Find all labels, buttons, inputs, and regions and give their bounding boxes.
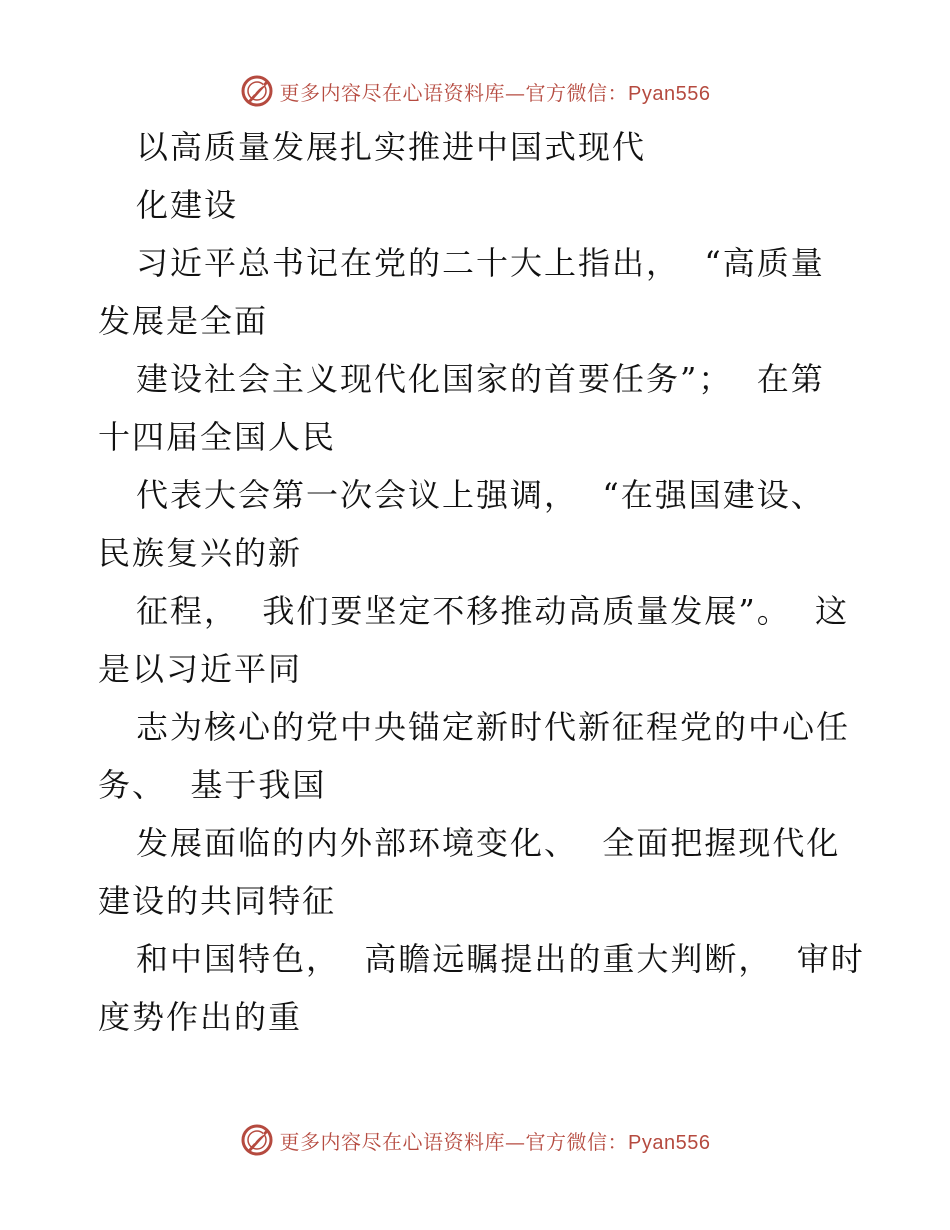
document-title-line-2: 化建设 [136, 186, 239, 224]
watermark-text: 更多内容尽在心语资料库—官方微信：Pyan556 [279, 1129, 711, 1154]
paragraph-line: 度势作出的重 [98, 998, 303, 1036]
footer-watermark [0, 1123, 950, 1157]
paragraph-line: 习近平总书记在党的二十大上指出， “高质量 [136, 244, 825, 282]
paragraph-line: 十四届全国人民 [98, 418, 337, 456]
document-body [98, 118, 865, 1046]
paragraph-line: 建设的共同特征 [98, 882, 337, 920]
header-watermark [0, 74, 950, 108]
paragraph-line: 务、 基于我国 [98, 766, 327, 804]
paragraph-line: 和中国特色， 高瞻远瞩提出的重大判断， 审时 [136, 940, 865, 978]
quill-logo-icon [240, 74, 274, 108]
paragraph-line: 民族复兴的新 [98, 534, 303, 572]
paragraph-line: 发展是全面 [98, 302, 269, 340]
quill-logo-icon [240, 1123, 274, 1157]
document-title-line-1: 以高质量发展扎实推进中国式现代 [136, 128, 647, 166]
paragraph-line: 志为核心的党中央锚定新时代新征程党的中心任 [136, 708, 851, 746]
paragraph-line: 发展面临的内外部环境变化、 全面把握现代化 [136, 824, 841, 862]
paragraph-line: 征程， 我们要坚定不移推动高质量发展”。 这 [136, 592, 850, 630]
paragraph-line: 是以习近平同 [98, 650, 303, 688]
paragraph-line: 代表大会第一次会议上强调， “在强国建设、 [136, 476, 825, 514]
watermark-text: 更多内容尽在心语资料库—官方微信：Pyan556 [279, 80, 711, 105]
paragraph-line: 建设社会主义现代化国家的首要任务”； 在第 [136, 360, 825, 398]
